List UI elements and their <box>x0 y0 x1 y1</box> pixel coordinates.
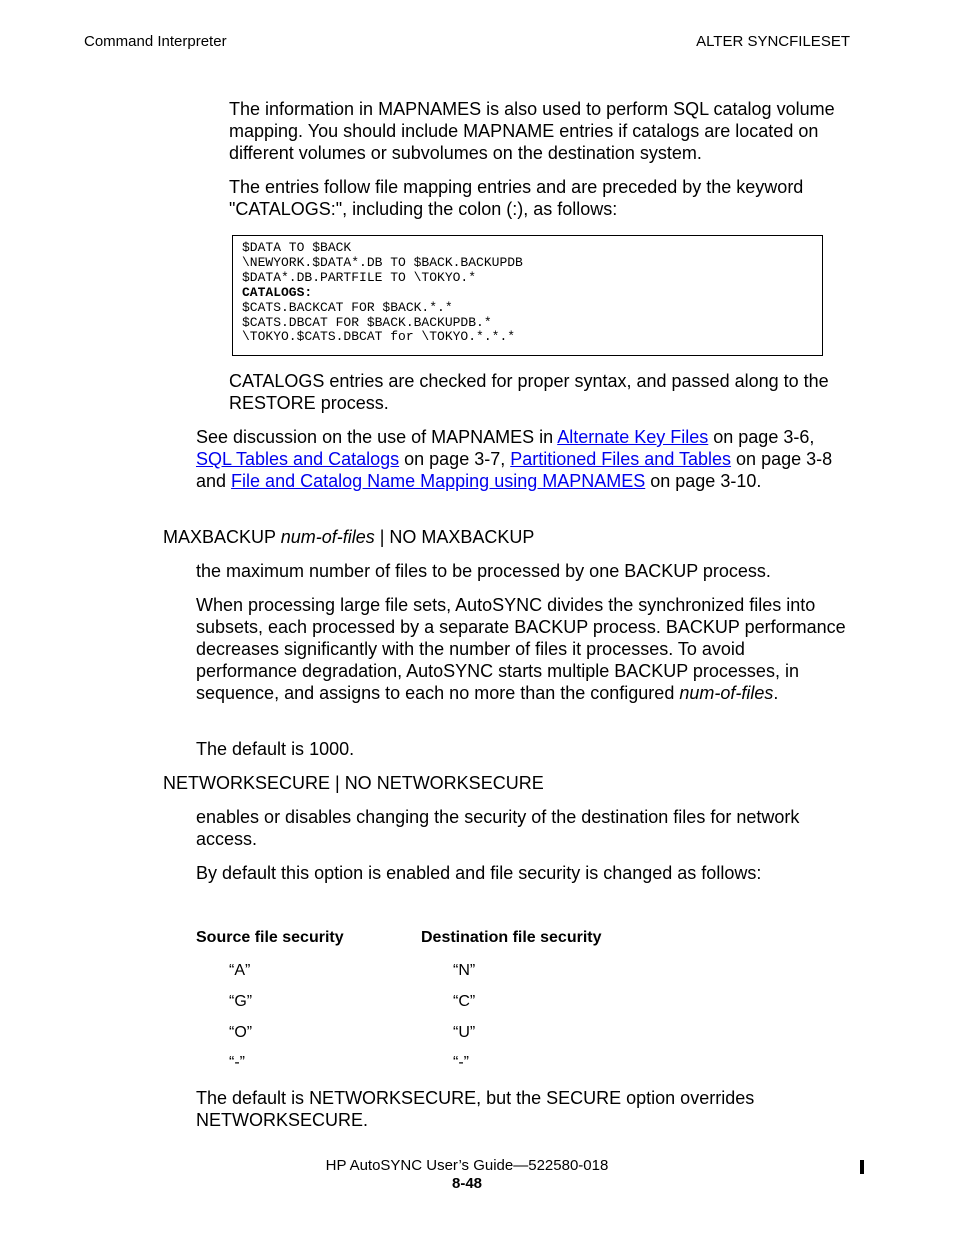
maxbackup-details: When processing large file sets, AutoSYNC divides the synchronized files into subsets, each processed by a separate BACKUP process. BACKUP performance decreases significantly with the number of files it processes. To avoid performance degradation, AutoSYNC starts multiple BACKUP processes, in sequence, and assigns to each no more than the configured num-of-files. <box>196 595 846 703</box>
networksecure-default: The default is NETWORKSECURE, but the SECURE option overrides NETWORKSECURE. <box>196 1088 755 1130</box>
table-cell-source: “G” <box>229 993 253 1010</box>
maxbackup-description: the maximum number of files to be processed by one BACKUP process. <box>196 561 771 581</box>
networksecure-term: NETWORKSECURE | NO NETWORKSECURE <box>163 773 544 793</box>
code-line: $CATS.BACKCAT FOR $BACK.*.* <box>242 299 453 315</box>
catalogs-syntax-paragraph: CATALOGS entries are checked for proper syntax, and passed along to the RESTORE process. <box>229 371 829 413</box>
table-cell-source: “A” <box>229 962 251 979</box>
table-header-source: Source file security <box>196 929 344 946</box>
code-line: $CATS.DBCAT FOR $BACK.BACKUPDB.* <box>242 314 492 330</box>
table-cell-source: “-” <box>229 1054 245 1071</box>
mapnames-catalog-paragraph: The information in MAPNAMES is also used to perform SQL catalog volume mapping. You should include MAPNAME entries if catalogs are located on different volumes or subvolumes on the destination system. <box>229 99 835 163</box>
code-line: $DATA TO $BACK <box>242 240 352 255</box>
networksecure-description: enables or disables changing the security of the destination files for network access. <box>196 807 800 849</box>
code-line: \NEWYORK.$DATA*.DB TO $BACK.BACKUPDB <box>242 254 523 270</box>
code-example-box <box>232 235 823 356</box>
link-sql-tables-and-catalogs[interactable]: SQL Tables and Catalogs <box>196 449 400 469</box>
table-cell-destination: “C” <box>453 993 476 1010</box>
table-header-destination: Destination file security <box>421 929 602 946</box>
table-cell-destination: “U” <box>453 1024 476 1041</box>
link-partitioned-files-and-tables[interactable]: Partitioned Files and Tables <box>510 449 732 469</box>
code-line: $DATA*.DB.PARTFILE TO \TOKYO.* <box>242 269 477 285</box>
change-bar <box>860 1160 864 1174</box>
table-cell-destination: “-” <box>453 1054 469 1071</box>
link-file-and-catalog-name-mapping[interactable]: File and Catalog Name Mapping using MAPNAMES <box>231 471 646 491</box>
maxbackup-term: MAXBACKUP num-of-files | NO MAXBACKUP <box>163 527 535 547</box>
catalogs-keyword-paragraph: The entries follow file mapping entries and are preceded by the keyword "CATALOGS:", including the colon (:), as follows: <box>229 177 804 219</box>
table-cell-destination: “N” <box>453 962 476 979</box>
code-line: \TOKYO.$CATS.DBCAT for \TOKYO.*.*.* <box>242 329 516 345</box>
table-cell-source: “O” <box>229 1024 253 1041</box>
networksecure-default-intro: By default this option is enabled and file security is changed as follows: <box>196 863 762 883</box>
maxbackup-default: The default is 1000. <box>196 739 355 759</box>
running-header-right: ALTER SYNCFILESET <box>696 33 850 50</box>
see-discussion-paragraph: See discussion on the use of MAPNAMES in Alternate Key Files on page 3-6, SQL Tables and Catalogs on page 3-7, Partitioned Files and Tables on page 3-8 and File and Catalog Name Mapping using MAPNAMES on page 3-10. <box>196 427 833 491</box>
code-line-catalogs-keyword: CATALOGS: <box>242 284 313 300</box>
page-number: 8-48 <box>451 1175 483 1192</box>
running-header-left: Command Interpreter <box>84 33 227 50</box>
footer-title: HP AutoSYNC User’s Guide—522580-018 <box>325 1157 609 1174</box>
link-alternate-key-files[interactable]: Alternate Key Files <box>557 427 709 447</box>
